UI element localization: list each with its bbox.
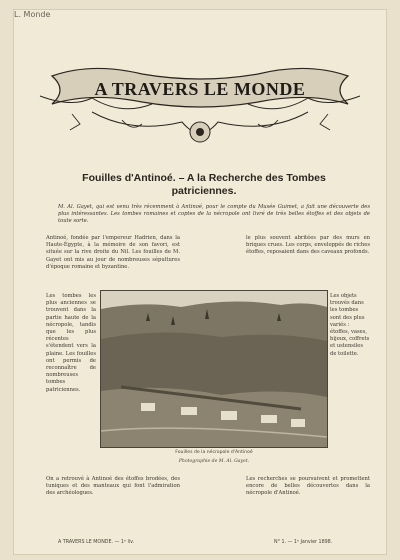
right-column-top: le plus souvent abritées par des murs en briques crues. Les corps, enveloppés de riches étoffes, reposaient dans des caveaux profonds. <box>246 235 370 256</box>
footer-left: A TRAVERS LE MONDE. — 1ᵉ liv. <box>58 540 135 545</box>
excavation-landscape-icon <box>101 291 327 447</box>
masthead-banner <box>32 56 368 152</box>
footer-right: N° 1. — 1ᵉ Janvier 1898. <box>274 540 333 545</box>
article-title: Fouilles d'Antinoé. – A la Recherche des Tombes patriciennes. <box>82 172 326 197</box>
excavation-photo <box>100 290 328 448</box>
right-side-column: Les objets trouvés dans les tombes sont des plus variés : étoffes, vases, bijoux, coffrets et ustensiles de toilette. <box>330 293 370 357</box>
right-column-bottom: Les recherches se poursuivent et promettent encore de belles découvertes dans la nécropole d'Antinoé. <box>246 476 370 497</box>
article-lede: M. Al. Gayet, qui est venu très récemment à Antinoé, pour le compte du Musée Guimet, a fait une découverte des plus intéressantes. Les tombes romaines et coptes de la nécropole ont livré de très belles étoffes et des objets de toute sorte. <box>58 204 370 224</box>
left-column-top: Antinoé, fondée par l'empereur Hadrien, dans la Haute-Égypte, à la mémoire de son favori, est située sur la rive droite du Nil. Les fouilles de M. Gayet ont mis au jour de nombreuses sépultures d'époque romaine et byzantine. <box>46 235 180 270</box>
masthead-ornament-icon <box>32 56 368 152</box>
page-sheet <box>14 10 386 554</box>
left-column-bottom: On a retrouvé à Antinoé des étoffes brodées, des tuniques et des manteaux qui font l'admiration des archéologues. <box>46 476 180 497</box>
photo-credit: Photographie de M. Al. Gayet. <box>178 459 250 464</box>
masthead-title: A TRAVERS LE MONDE <box>94 79 306 99</box>
photo-caption: Fouilles de la nécropole d'Antinoé <box>175 450 253 455</box>
running-head: L. Monde <box>14 10 51 19</box>
left-side-column: Les tombes les plus anciennes se trouvent dans la partie haute de la nécropole, tandis que les plus récentes s'étendent vers la plaine. Les fouilles ont permis de reconnaître de nombreuses tombes patriciennes. <box>46 293 96 393</box>
